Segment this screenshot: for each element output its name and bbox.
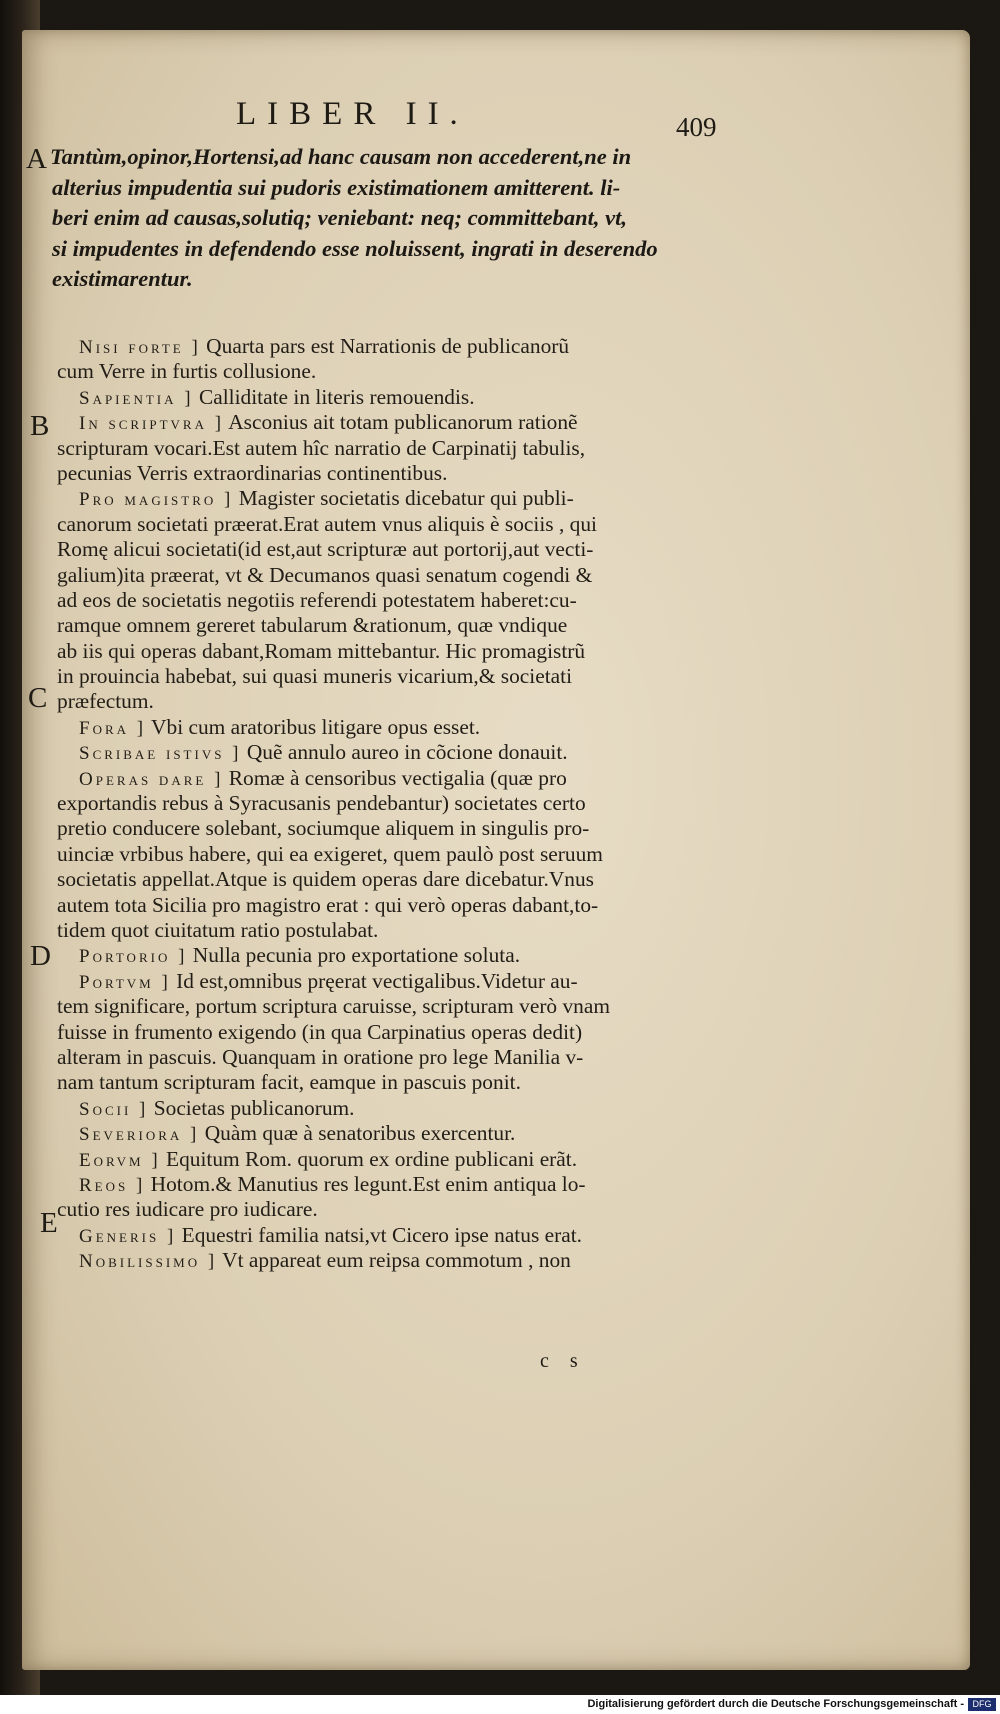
quoted-text-line: existimarentur. [52, 266, 193, 291]
commentary-line [55, 842, 775, 867]
commentary-text: tem significare, portum scriptura caruisse, scripturam verò vnam [57, 994, 611, 1019]
commentary-entry-line [55, 385, 775, 410]
commentary-line [55, 994, 775, 1019]
commentary-text: Magister societatis dicebatur qui publi- [233, 486, 574, 511]
margin-letter-a: A [26, 143, 47, 175]
commentary-text: fuisse in frumento exigendo (in qua Carpinatius operas dedit) [57, 1019, 583, 1044]
commentary-text: Quẽ annulo aureo in cõcione donauit. [241, 740, 568, 765]
commentary-entry-line [55, 1121, 775, 1146]
commentary-line [55, 867, 775, 892]
dfg-logo: DFG [968, 1698, 996, 1711]
commentary-line [55, 918, 775, 943]
commentary-line [55, 359, 775, 384]
commentary-text: Id est,omnibus pręerat vectigalibus.Videtur au- [170, 968, 578, 993]
commentary-text: societatis appellat.Atque is quidem operas dare dicebatur.Vnus [57, 867, 594, 892]
commentary-text: ramque omnem gereret tabularum &rationum, quæ vndique [57, 613, 568, 638]
commentary-line [55, 512, 775, 537]
commentary-text: Vbi cum aratoribus litigare opus esset. [146, 714, 481, 739]
lemma-headword: Generis ] [79, 1225, 177, 1247]
commentary-line [55, 461, 775, 486]
commentary-line [55, 816, 775, 841]
commentary-text: exportandis rebus à Syracusanis pendebantur) societates certo [57, 791, 586, 816]
lemma-headword: Nisi forte ] [79, 337, 201, 358]
page-number: 409 [676, 112, 717, 142]
commentary-line [55, 588, 775, 613]
commentary-text: Romæ à censoribus vectigalia (quæ pro [223, 765, 567, 790]
commentary-text: nam tantum scripturam facit, eamque in pascuis ponit. [57, 1070, 521, 1095]
quoted-text-line: Tantùm,opinor,Hortensi,ad hanc causam non accederent,ne in [50, 144, 632, 169]
commentary-line [55, 639, 775, 664]
quoted-text-line: si impudentes in defendendo esse noluissent, ingrati in deserendo [52, 235, 658, 261]
lemma-headword: Reos ] [79, 1174, 146, 1196]
commentary-text: pretio conducere solebant, sociumque aliquem in singulis pro- [57, 816, 590, 841]
lemma-headword: In scriptvra ] [79, 413, 225, 435]
commentary-text: Nulla pecunia pro exportatione soluta. [187, 943, 521, 968]
quoted-text-line: beri enim ad causas,solutiq; veniebant: neq; committebant, vt, [52, 205, 627, 230]
commentary-line [55, 1070, 775, 1095]
commentary-text: Vt appareat eum reipsa commotum , non [217, 1248, 571, 1273]
lemma-headword: Severiora ] [79, 1124, 200, 1146]
lemma-headword: Nobilissimo ] [79, 1251, 218, 1273]
commentary-text: præfectum. [57, 689, 154, 714]
commentary-entry-line [55, 1147, 775, 1172]
commentary-entry-line [55, 766, 775, 791]
commentary-text: ab iis qui operas dabant,Romam mittebantur. Hic promagistrũ [57, 638, 586, 663]
commentary-entry-line [55, 1248, 775, 1273]
commentary-line [55, 613, 775, 638]
footer-credit: Digitalisierung gefördert durch die Deutsche Forschungsgemeinschaft - [587, 1698, 964, 1710]
lemma-headword: Scribae istivs ] [79, 743, 242, 765]
commentary-text: uinciæ vrbibus habere, qui ea exigeret, quem paulò post seruum [57, 841, 603, 866]
margin-letter-b: B [30, 410, 50, 442]
commentary-text: Romę alicui societati(id est,aut scripturæ aut portorij,aut vecti- [57, 537, 594, 562]
commentary-line [55, 893, 775, 918]
commentary-text: Societas publicanorum. [148, 1095, 355, 1120]
lemma-headword: Socii ] [79, 1098, 149, 1120]
commentary-text: galium)ita præerat, vt & Decumanos quasi senatum cogendi & [57, 562, 593, 587]
commentary-entry-line [55, 1172, 775, 1197]
quoted-text-line: alterius impudentia sui pudoris existimationem amitterent. li- [52, 174, 621, 200]
commentary-text: canorum societati præerat.Erat autem vnus aliquis è sociis , qui [57, 511, 597, 536]
lemma-headword: Eorvm ] [79, 1149, 161, 1171]
margin-letter-d: D [30, 940, 51, 972]
commentary-text: Quarta pars est Narrationis de publicanorũ [200, 334, 570, 358]
commentary-line [55, 563, 775, 588]
commentary-entry-line [55, 1096, 775, 1121]
commentary-text: scripturam vocari.Est autem hîc narratio de Carpinatij tabulis, [57, 435, 586, 460]
commentary-entry-line [55, 969, 775, 994]
commentary-line [55, 689, 775, 714]
running-head: LIBER II. [236, 96, 469, 132]
commentary-text: Asconius ait totam publicanorum rationẽ [224, 410, 578, 435]
commentary-entry-line [55, 740, 775, 765]
digitization-footer [0, 1695, 1000, 1714]
commentary-line [55, 664, 775, 689]
margin-letter-e: E [40, 1207, 58, 1239]
commentary-text: alteram in pascuis. Quanquam in oratione pro lege Manilia v- [57, 1044, 584, 1069]
commentary-text: cum Verre in furtis collusione. [57, 359, 317, 384]
commentary-body [55, 334, 775, 1273]
commentary-line [55, 1020, 775, 1045]
lemma-headword: Sapientia ] [79, 387, 194, 409]
commentary-entry-line [55, 334, 775, 359]
commentary-line [55, 791, 775, 816]
commentary-text: pecunias Verris extraordinarias continentibus. [57, 460, 448, 485]
commentary-text: Equestri familia natsi,vt Cicero ipse natus erat. [176, 1222, 583, 1247]
commentary-text: Equitum Rom. quorum ex ordine publicani erãt. [160, 1146, 578, 1171]
commentary-entry-line [55, 943, 775, 968]
lemma-headword: Portvm ] [79, 971, 171, 993]
quoted-text-block [50, 142, 750, 295]
commentary-text: Quàm quæ à senatoribus exercentur. [199, 1121, 516, 1146]
margin-letter-c: C [28, 682, 48, 714]
commentary-text: ad eos de societatis negotiis referendi potestatem haberet:cu- [57, 587, 577, 612]
catchword: c s [540, 1350, 586, 1372]
lemma-headword: Pro magistro ] [79, 489, 234, 511]
commentary-entry-line [55, 410, 775, 435]
commentary-entry-line [55, 486, 775, 511]
lemma-headword: Operas dare ] [79, 768, 224, 790]
commentary-text: Hotom.& Manutius res legunt.Est enim antiqua lo- [145, 1171, 586, 1196]
commentary-text: tidem quot ciuitatum ratio postulabat. [57, 917, 379, 942]
commentary-line [55, 1197, 775, 1222]
lemma-headword: Portorio ] [79, 946, 188, 968]
commentary-line [55, 537, 775, 562]
commentary-text: in prouincia habebat, sui quasi muneris vicarium,& societati [57, 664, 573, 689]
commentary-text: Calliditate in literis remouendis. [193, 384, 475, 409]
commentary-line [55, 436, 775, 461]
commentary-line [55, 1045, 775, 1070]
commentary-text: cutio res iudicare pro iudicare. [57, 1197, 318, 1222]
commentary-entry-line [55, 1223, 775, 1248]
commentary-text: autem tota Sicilia pro magistro erat : qui verò operas dabant,to- [57, 892, 599, 917]
commentary-entry-line [55, 715, 775, 740]
lemma-headword: Fora ] [79, 717, 147, 739]
